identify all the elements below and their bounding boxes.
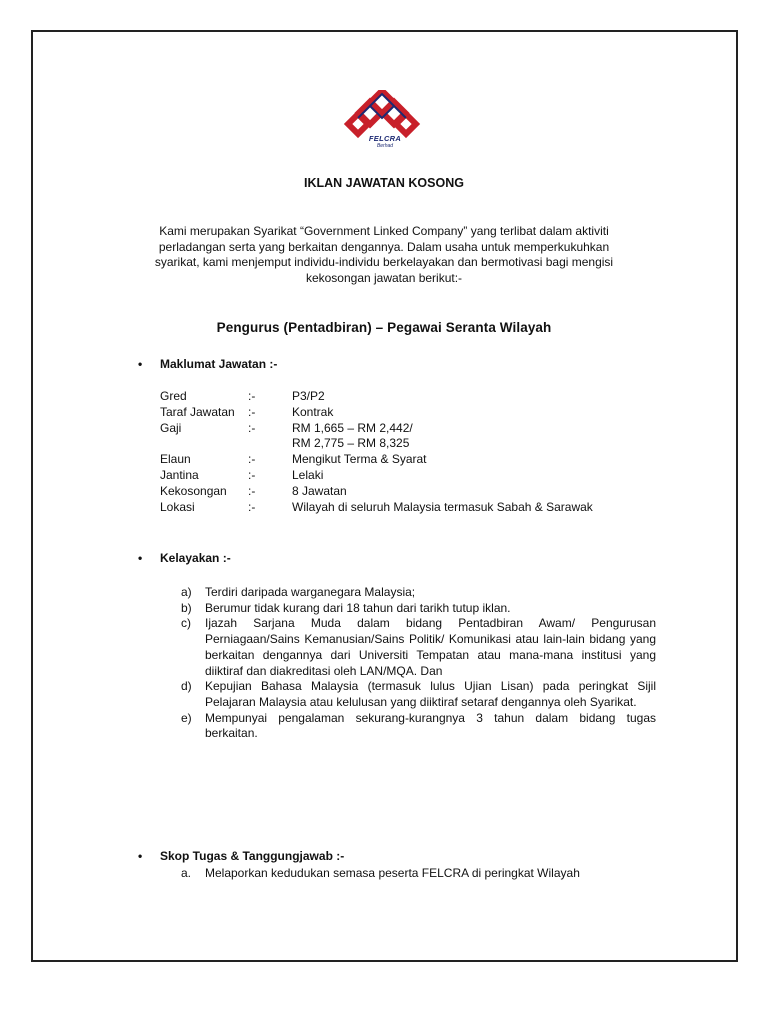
list-marker: d) (181, 679, 192, 694)
info-value: Wilayah di seluruh Malaysia termasuk Sabah & Sarawak (292, 499, 593, 514)
info-value: 8 Jawatan (292, 483, 347, 498)
list-item (181, 679, 656, 710)
info-label: Jantina (160, 467, 199, 482)
section-title: Maklumat Jawatan :- (160, 357, 278, 371)
list-item-text: Kepujian Bahasa Malaysia (termasuk lulus Ujian Lisan) pada peringkat Sijil Pelajaran Malaysia atau kelulusan yang diiktiraf setaraf dengannya oleh Syarikat. (205, 679, 656, 709)
list-item-text: Terdiri daripada warganegara Malaysia; (205, 585, 416, 599)
info-value: Mengikut Terma & Syarat (292, 452, 427, 467)
document-page (31, 30, 738, 962)
list-item-text: Berumur tidak kurang dari 18 tahun dari tarikh tutup iklan. (205, 600, 511, 615)
logo-wordmark: FELCRA (368, 134, 402, 143)
section-title: Skop Tugas & Tanggungjawab :- (160, 849, 345, 863)
list-item-text: Melaporkan kedudukan semasa peserta FELCRA di peringkat Wilayah (205, 866, 580, 880)
intro-line: perladangan serta yang berkaitan dengannya. Dalam usaha untuk memperkukuhkan (158, 239, 610, 254)
info-value: P3/P2 (292, 389, 325, 403)
info-label: Kekosongan (160, 483, 227, 498)
info-separator: :- (248, 404, 256, 419)
list-marker: a. (181, 866, 192, 880)
duty-list (181, 866, 656, 882)
intro-line: syarikat, kami menjemput individu-individu berkelayakan dan bermotivasi bagi mengisi (154, 255, 614, 269)
info-separator: :- (248, 467, 256, 482)
info-value: Kontrak (292, 404, 334, 419)
info-separator: :- (248, 499, 256, 514)
list-item-text: Ijazah Sarjana Muda dalam bidang Pentadbiran Awam/ Pengurusan Perniagaan/Sains Kemanusian/Sains Politik/ Komunikasi atau lain-lain bidang yang berkaitan dengannya dari Universiti Tempatan atau mana-mana institusi yang diiktiraf dan diakreditasi oleh LAN/MQA. Dan (205, 616, 656, 678)
intro-line: kekosongan jawatan berikut:- (305, 270, 463, 285)
list-marker: e) (181, 710, 192, 725)
info-separator: :- (248, 420, 256, 435)
bullet-icon: • (138, 551, 143, 565)
info-label: Taraf Jawatan (160, 404, 235, 419)
list-item (181, 585, 656, 601)
list-item (181, 601, 656, 617)
intro-paragraph (110, 224, 658, 286)
logo-subtext: Berhad (376, 143, 394, 149)
info-label: Elaun (160, 452, 191, 467)
list-item (181, 616, 656, 679)
info-value: Lelaki (292, 467, 324, 482)
position-heading: Pengurus (Pentadbiran) – Pegawai Seranta Wilayah (216, 320, 552, 335)
list-item (181, 711, 656, 742)
info-value: RM 2,775 – RM 8,325 (292, 436, 410, 451)
qualification-list (181, 585, 656, 742)
list-marker: b) (181, 600, 192, 615)
info-label: Gred (160, 389, 187, 403)
list-item (181, 866, 656, 882)
page-title: IKLAN JAWATAN KOSONG (304, 176, 464, 190)
intro-line: Kami merupakan Syarikat “Government Linked Company” yang terlibat dalam aktiviti (159, 224, 609, 238)
info-separator: :- (248, 389, 256, 403)
info-separator: :- (248, 452, 256, 467)
list-marker: c) (181, 616, 191, 631)
bullet-icon: • (138, 357, 143, 371)
list-marker: a) (181, 585, 192, 599)
bullet-icon: • (138, 849, 143, 863)
info-label: Lokasi (160, 499, 195, 514)
list-item-text: Mempunyai pengalaman sekurang-kurangnya 3 tahun dalam bidang tugas berkaitan. (205, 710, 656, 741)
section-title: Kelayakan :- (160, 551, 231, 565)
info-separator: :- (248, 483, 256, 498)
info-label: Gaji (160, 420, 182, 435)
felcra-logo (343, 90, 425, 152)
info-value: RM 1,665 – RM 2,442/ (292, 420, 413, 435)
